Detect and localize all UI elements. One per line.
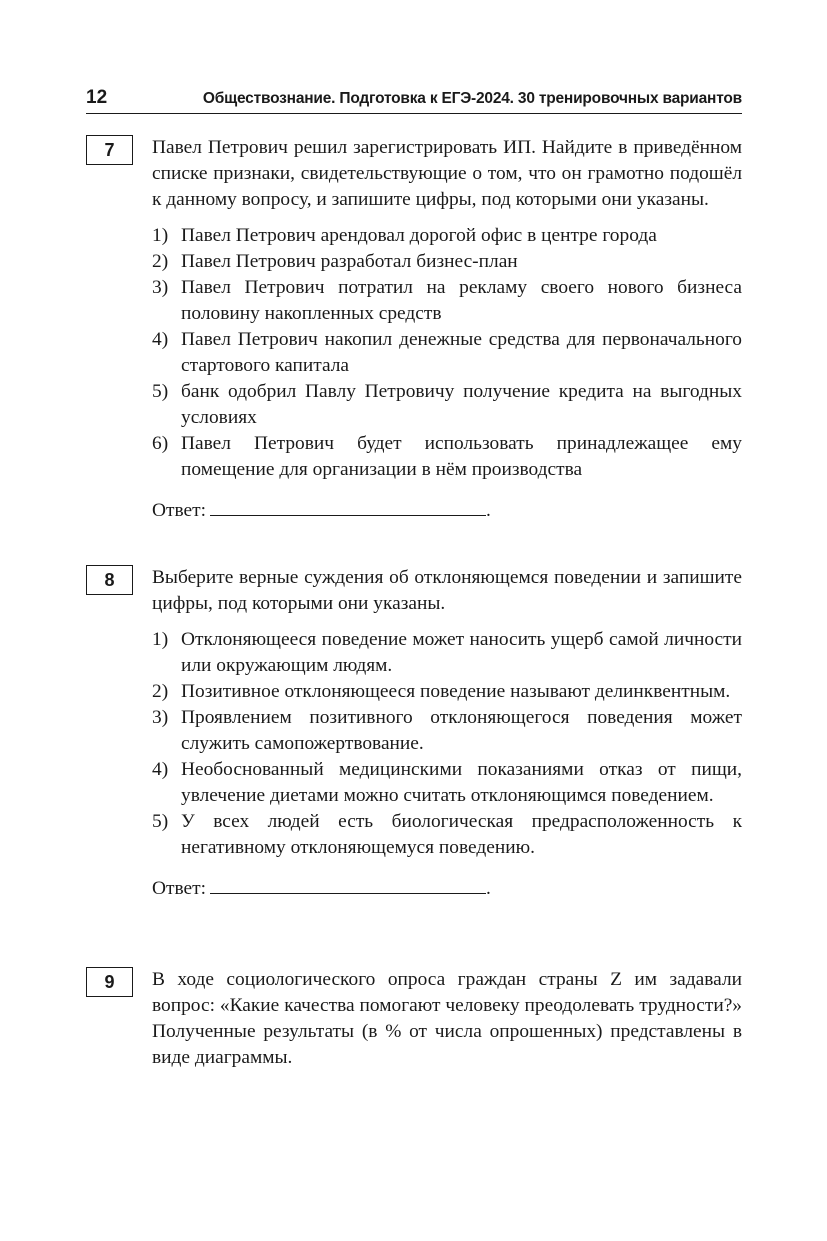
option-text: Павел Петрович накопил денежные средства для первоначального стартового капитала <box>181 329 742 376</box>
option-text: банк одобрил Павлу Петровичу получение кредита на выгодных условиях <box>181 381 742 428</box>
option-item <box>152 627 742 679</box>
page-header <box>86 87 742 114</box>
option-item <box>152 679 742 705</box>
answer-label: Ответ: <box>152 500 206 521</box>
option-number: 1) <box>152 629 169 650</box>
answer-label: Ответ: <box>152 878 206 899</box>
task-question: В ходе социологического опроса граждан страны Z им задавали вопрос: «Какие качества помогают человеку преодолевать трудности?» Полученные результаты (в % от числа опрошенных) представлены в виде диаграммы. <box>152 969 742 1068</box>
answer-period: . <box>486 878 491 899</box>
task-body <box>152 565 742 902</box>
answer-period: . <box>486 500 491 521</box>
option-text: Отклоняющееся поведение может наносить ущерб самой личности или окружающим людям. <box>181 629 742 676</box>
option-number: 4) <box>152 329 169 350</box>
task-question: Павел Петрович решил зарегистрировать ИП. Найдите в приведённом списке признаки, свидетельствующие о том, что он грамотно подошёл к данному вопросу, и запишите цифры, под которыми они указаны. <box>152 137 742 210</box>
option-text: Павел Петрович разработал бизнес-план <box>181 251 518 272</box>
option-text: Павел Петрович будет использовать принадлежащее ему помещение для организации в нём производства <box>181 433 742 480</box>
option-item <box>152 275 742 327</box>
option-item <box>152 379 742 431</box>
option-text: Проявлением позитивного отклоняющегося поведения может служить самопожертвование. <box>181 707 742 754</box>
answer-line <box>152 497 742 524</box>
task-number-box: 8 <box>86 565 133 595</box>
option-number: 2) <box>152 681 169 702</box>
answer-blank[interactable] <box>210 497 486 516</box>
option-item <box>152 757 742 809</box>
option-text: Павел Петрович потратил на рекламу своего нового бизнеса половину накопленных средств <box>181 277 742 324</box>
option-text: Позитивное отклоняющееся поведение называют делинквентным. <box>181 681 731 702</box>
option-list <box>152 223 742 483</box>
option-item <box>152 249 742 275</box>
answer-line <box>152 875 742 902</box>
option-number: 1) <box>152 225 169 246</box>
option-list <box>152 627 742 861</box>
task-number-box: 7 <box>86 135 133 165</box>
option-number: 2) <box>152 251 169 272</box>
task-body <box>152 135 742 524</box>
task-body <box>152 967 742 1071</box>
running-title: Обществознание. Подготовка к ЕГЭ-2024. 30 тренировочных вариантов <box>202 90 742 107</box>
option-text: У всех людей есть биологическая предрасположенность к негативному отклоняющемуся поведению. <box>181 811 742 858</box>
option-item <box>152 431 742 483</box>
task-question: Выберите верные суждения об отклоняющемся поведении и запишите цифры, под которыми они указаны. <box>152 567 742 614</box>
option-item <box>152 223 742 249</box>
option-item <box>152 809 742 861</box>
option-number: 5) <box>152 811 169 832</box>
option-item <box>152 705 742 757</box>
task-number-box: 9 <box>86 967 133 997</box>
option-text: Необоснованный медицинскими показаниями отказ от пищи, увлечение диетами можно считать отклоняющимся поведением. <box>181 759 742 806</box>
option-number: 3) <box>152 277 169 298</box>
answer-blank[interactable] <box>210 875 486 894</box>
option-number: 3) <box>152 707 169 728</box>
option-number: 5) <box>152 381 169 402</box>
option-item <box>152 327 742 379</box>
option-text: Павел Петрович арендовал дорогой офис в центре города <box>181 225 657 246</box>
option-number: 4) <box>152 759 169 780</box>
page-number: 12 <box>86 87 108 108</box>
option-number: 6) <box>152 433 169 454</box>
